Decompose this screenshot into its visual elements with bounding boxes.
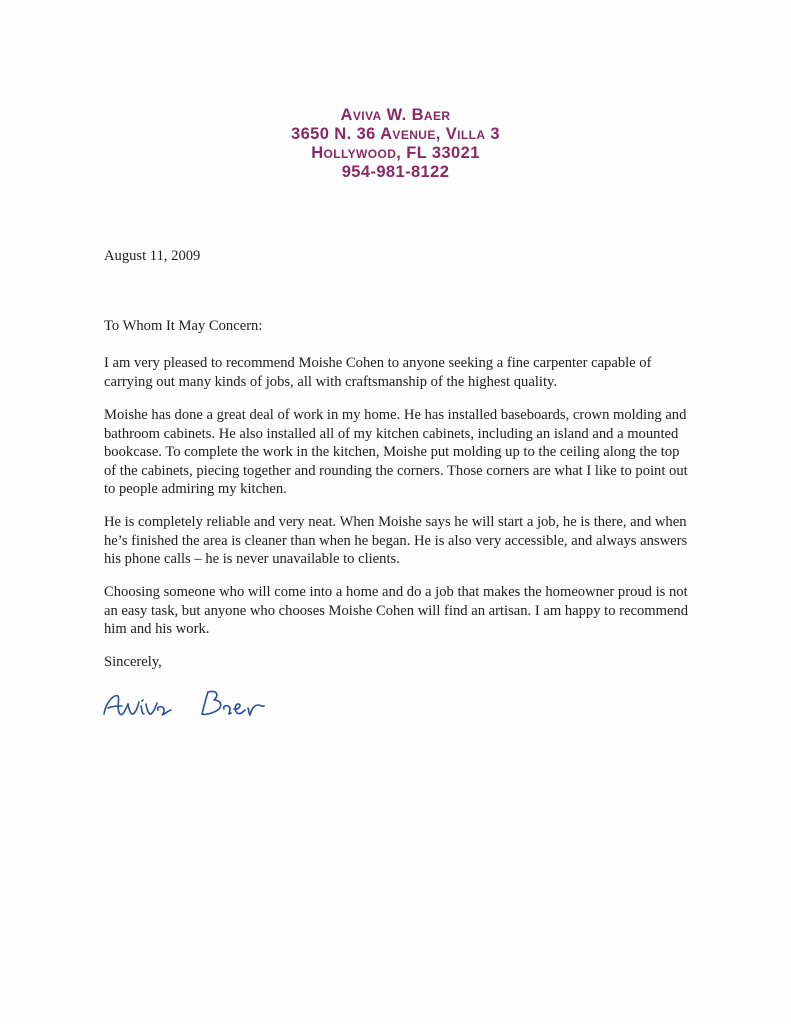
letter-date: August 11, 2009 [104,248,201,264]
letterhead [0,106,791,182]
paragraph-4: Choosing someone who will come into a home and do a job that makes the homeowner proud is not an easy task, but anyone who chooses Moishe Cohen will find an artisan. I am happy to recommend him and his work. [104,584,689,637]
closing: Sincerely, [104,654,162,670]
sender-address-line2: Hollywood, FL 33021 [311,144,480,162]
signature-strokes [104,691,264,715]
salutation: To Whom It May Concern: [104,318,263,334]
paragraph-3: He is completely reliable and very neat. When Moishe says he will start a job, he is there, and when he’s finished the area is cleaner than when he began. He is also very accessible, and always answers his phone calls – he is never unavailable to clients. [104,514,688,567]
sender-name: Aviva W. Baer [340,106,451,124]
paragraph-1: I am very pleased to recommend Moishe Cohen to anyone seeking a fine carpenter capable of carrying out many kinds of jobs, all with craftsmanship of the highest quality. [104,355,652,390]
sender-address-line1: 3650 N. 36 Avenue, Villa 3 [291,125,500,143]
handwritten-signature [98,684,298,730]
paragraph-2: Moishe has done a great deal of work in my home. He has installed baseboards, crown molding and bathroom cabinets. He also installed all of my kitchen cabinets, including an island and a mounted bookcase. To complete the work in the kitchen, Moishe put molding up to the ceiling along the top of the cabinets, piecing together and rounding the corners. Those corners are what I like to point out to people admiring my kitchen. [104,407,688,497]
sender-phone: 954-981-8122 [341,163,450,181]
